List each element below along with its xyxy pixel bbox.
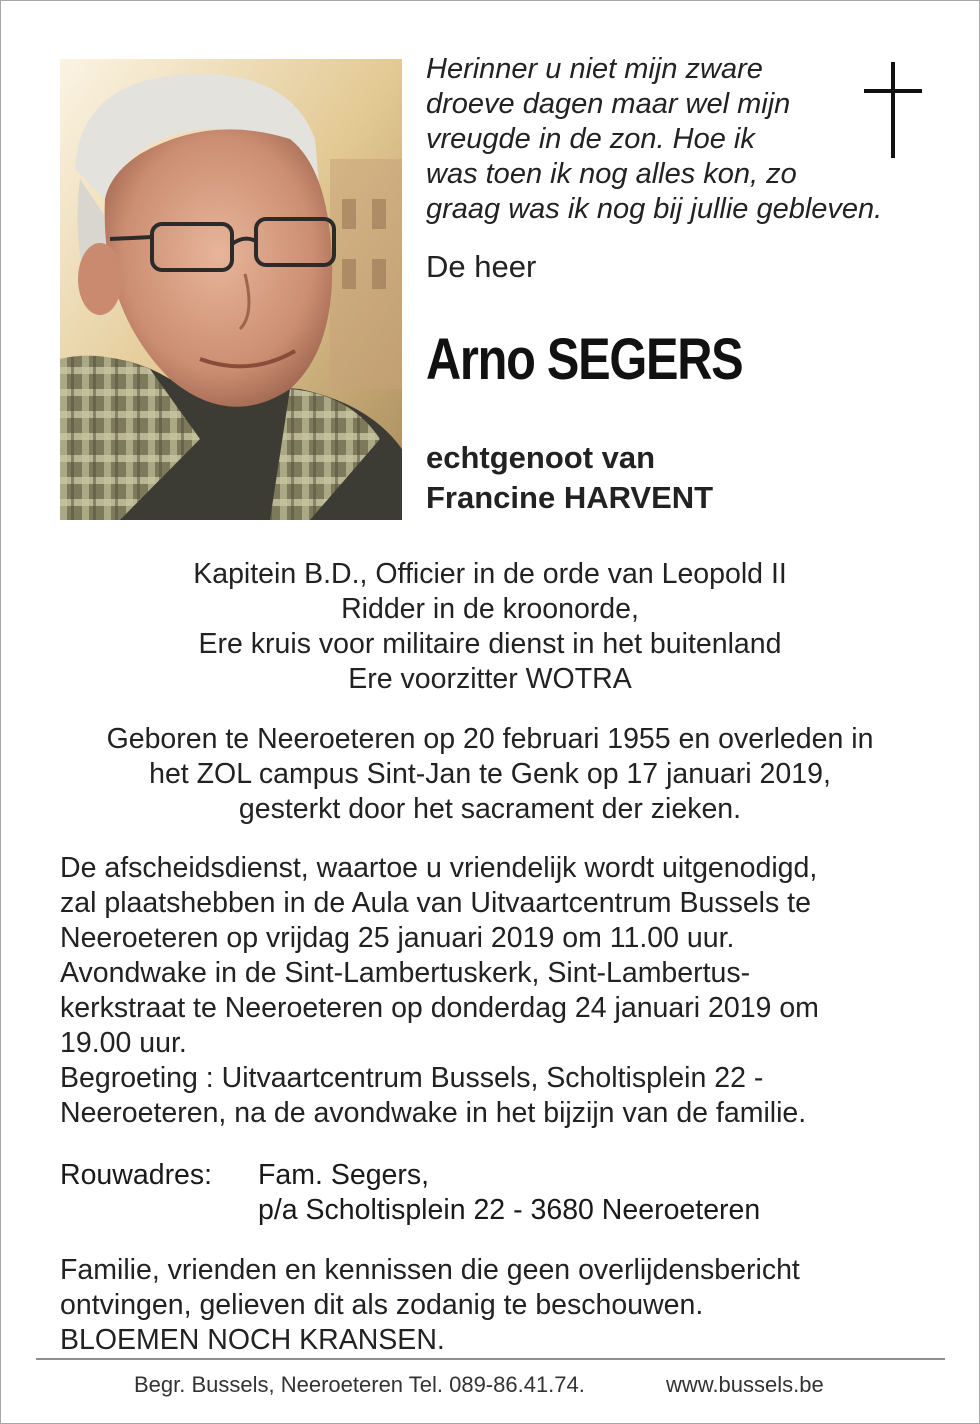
service-line: 19.00 uur. [60, 1027, 187, 1059]
honors-line: Ridder in de kroonorde, [341, 593, 639, 625]
service-line: zal plaatshebben in de Aula van Uitvaartcentrum Bussels te [60, 887, 811, 919]
honors-line: Ere kruis voor militaire dienst in het buitenland [198, 628, 782, 660]
address-line: p/a Scholtisplein 22 - 3680 Neeroeteren [258, 1194, 761, 1226]
service-line: kerkstraat te Neeroeteren op donderdag 24 januari 2019 om [60, 992, 819, 1024]
service-line: Neeroeteren, na de avondwake in het bijzijn van de familie. [60, 1097, 807, 1129]
title-prefix: De heer [426, 249, 537, 284]
service-line: De afscheidsdienst, waartoe u vriendelijk wordt uitgenodigd, [60, 852, 818, 884]
footer-divider [36, 1358, 945, 1360]
closing-line: Familie, vrienden en kennissen die geen overlijdensbericht [60, 1254, 800, 1286]
footer-website: www.bussels.be [666, 1372, 824, 1397]
closing-line: ontvingen, gelieven dit als zodanig te beschouwen. [60, 1289, 704, 1321]
poem-line: vreugde in de zon. Hoe ik [426, 123, 755, 155]
birth-death-line: het ZOL campus Sint-Jan te Genk op 17 januari 2019, [149, 758, 831, 790]
honors-block [40, 557, 940, 697]
poem-line: droeve dagen maar wel mijn [426, 88, 791, 120]
service-line: Avondwake in de Sint-Lambertuskerk, Sint-Lambertus- [60, 957, 751, 989]
memorial-poem [426, 52, 926, 227]
poem-line: Herinner u niet mijn zware [426, 53, 763, 85]
service-block [60, 851, 940, 1131]
closing-line: BLOEMEN NOCH KRANSEN. [60, 1324, 445, 1356]
address-label: Rouwadres: [60, 1159, 213, 1191]
birth-death-line: Geboren te Neeroeteren op 20 februari 1955 en overleden in [106, 723, 874, 755]
birth-death-block [40, 722, 940, 827]
service-line: Begroeting : Uitvaartcentrum Bussels, Scholtisplein 22 - [60, 1062, 764, 1094]
service-line: Neeroeteren op vrijdag 25 januari 2019 om 11.00 uur. [60, 922, 735, 954]
poem-line: was toen ik nog alles kon, zo [426, 158, 797, 190]
spouse-line: Francine HARVENT [426, 480, 714, 515]
footer-funeral-home: Begr. Bussels, Neeroeteren Tel. 089-86.41.74. [134, 1372, 585, 1397]
honors-line: Kapitein B.D., Officier in de orde van Leopold II [193, 558, 787, 590]
spouse-info [426, 438, 713, 518]
honors-line: Ere voorzitter WOTRA [348, 663, 632, 695]
poem-line: graag was ik nog bij jullie gebleven. [426, 193, 883, 225]
birth-death-line: gesterkt door het sacrament der zieken. [238, 793, 742, 825]
cross-icon [864, 62, 922, 158]
closing-block [60, 1253, 940, 1358]
portrait-photo [60, 59, 402, 520]
deceased-name: Arno SEGERS [426, 327, 743, 392]
address-value [258, 1158, 760, 1228]
address-line: Fam. Segers, [258, 1159, 430, 1191]
spouse-line: echtgenoot van [426, 440, 656, 475]
